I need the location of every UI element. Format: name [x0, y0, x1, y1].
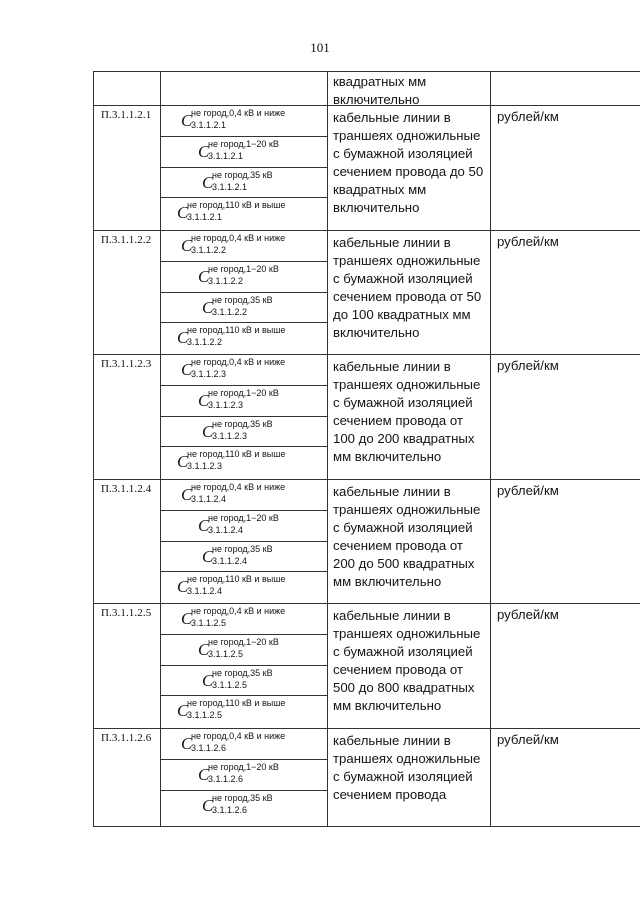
formula-symbol: C — [198, 391, 210, 410]
row-description-line: сечением провода от — [333, 662, 463, 677]
row-separator — [94, 728, 640, 729]
row-description-line: кабельные линии в — [333, 733, 451, 748]
row-description — [333, 109, 489, 217]
formula-superscript: не город,110 кВ и выше — [187, 574, 286, 584]
formula-superscript: не город,110 кВ и выше — [187, 200, 286, 210]
formula-superscript: не город,35 кВ — [212, 419, 273, 429]
formula-superscript: не город,1−20 кВ — [208, 388, 279, 398]
row-description-line: 200 до 500 квадратных — [333, 556, 475, 571]
row-separator — [94, 230, 640, 231]
row-description-line: 100 до 200 квадратных — [333, 431, 475, 446]
formula-superscript: не город,1−20 кВ — [208, 513, 279, 523]
row-description-line: квадратных мм — [333, 182, 427, 197]
tariff-table — [93, 71, 640, 827]
row-description-line: с бумажной изоляцией — [333, 271, 473, 286]
column-divider-description — [490, 72, 491, 826]
row-code: П.3.1.1.2.4 — [101, 483, 152, 495]
row-description-line: сечением провода от — [333, 413, 463, 428]
formula-subscript: 3.1.1.2.3 — [212, 431, 248, 441]
formula-superscript: не город,0,4 кВ и ниже — [191, 482, 286, 492]
formula-subscript: 3.1.1.2.1 — [208, 151, 244, 161]
formula-symbol: C — [181, 360, 193, 379]
formula-symbol: C — [181, 111, 193, 130]
formula-superscript: не город,110 кВ и выше — [187, 449, 286, 459]
formula-superscript: не город,1−20 кВ — [208, 637, 279, 647]
formula-superscript: не город,1−20 кВ — [208, 139, 279, 149]
formula-superscript: не город,35 кВ — [212, 295, 273, 305]
formula-subscript: 3.1.1.2.2 — [212, 307, 248, 317]
formula-superscript: не город,0,4 кВ и ниже — [191, 606, 286, 616]
row-description-line: траншеях одножильные — [333, 377, 481, 392]
formula-subscript: 3.1.1.2.2 — [187, 337, 223, 347]
row-description-line: с бумажной изоляцией — [333, 769, 473, 784]
row-description-line: включительно — [333, 200, 420, 215]
formula-superscript: не город,35 кВ — [212, 668, 273, 678]
formula-symbol: C — [198, 516, 210, 535]
row-unit: рублей/км — [497, 358, 559, 373]
formula-superscript: не город,35 кВ — [212, 170, 273, 180]
formula-cell-separator — [160, 322, 327, 323]
row-description-line: мм включительно — [333, 698, 442, 713]
column-divider-formula — [327, 72, 328, 826]
row-code: П.3.1.1.2.2 — [101, 234, 152, 246]
formula-cell-separator — [160, 759, 327, 760]
row-description-line: до 100 квадратных мм — [333, 307, 471, 322]
row-description-line: с бумажной изоляцией — [333, 520, 473, 535]
formula-superscript: не город,35 кВ — [212, 793, 273, 803]
formula-cell-separator — [160, 790, 327, 791]
formula-symbol: C — [181, 236, 193, 255]
formula-subscript: 3.1.1.2.2 — [191, 245, 227, 255]
formula-symbol: C — [202, 173, 214, 192]
row-code: П.3.1.1.2.5 — [101, 607, 152, 619]
formula-subscript: 3.1.1.2.1 — [187, 212, 223, 222]
top-row-description-line: квадратных мм — [333, 74, 427, 89]
row-description-line: кабельные линии в — [333, 608, 451, 623]
column-divider-code — [160, 72, 161, 826]
formula-symbol: C — [202, 422, 214, 441]
formula-cell-separator — [160, 167, 327, 168]
formula-subscript: 3.1.1.2.4 — [208, 525, 244, 535]
formula-symbol: C — [177, 701, 189, 720]
formula-symbol: C — [198, 765, 210, 784]
formula-subscript: 3.1.1.2.4 — [191, 494, 227, 504]
formula-symbol: C — [177, 203, 189, 222]
row-description — [333, 732, 489, 804]
formula-cell-separator — [160, 695, 327, 696]
top-row-description — [333, 73, 489, 109]
formula-subscript: 3.1.1.2.5 — [212, 680, 248, 690]
formula-symbol: C — [181, 609, 193, 628]
formula-symbol: C — [202, 671, 214, 690]
formula-subscript: 3.1.1.2.5 — [191, 618, 227, 628]
formula-cell-separator — [160, 634, 327, 635]
row-description-line: траншеях одножильные — [333, 751, 481, 766]
formula-symbol: C — [198, 267, 210, 286]
formula-subscript: 3.1.1.2.1 — [191, 120, 227, 130]
formula-cell-separator — [160, 571, 327, 572]
formula-symbol: C — [177, 328, 189, 347]
formula-symbol: C — [177, 577, 189, 596]
formula-subscript: 3.1.1.2.6 — [208, 774, 244, 784]
formula-cell-separator — [160, 261, 327, 262]
row-unit: рублей/км — [497, 234, 559, 249]
formula-cell-separator — [160, 197, 327, 198]
row-description-line: кабельные линии в — [333, 235, 451, 250]
formula-subscript: 3.1.1.2.5 — [208, 649, 244, 659]
formula-cell-separator — [160, 446, 327, 447]
row-code: П.3.1.1.2.3 — [101, 358, 152, 370]
row-separator — [94, 603, 640, 604]
row-unit: рублей/км — [497, 732, 559, 747]
row-code: П.3.1.1.2.1 — [101, 109, 152, 121]
row-description-line: сечением провода от — [333, 538, 463, 553]
row-description — [333, 483, 489, 591]
row-code: П.3.1.1.2.6 — [101, 732, 152, 744]
formula-subscript: 3.1.1.2.2 — [208, 276, 244, 286]
row-description-line: кабельные линии в — [333, 359, 451, 374]
row-unit: рублей/км — [497, 607, 559, 622]
row-separator — [94, 354, 640, 355]
formula-subscript: 3.1.1.2.4 — [187, 586, 223, 596]
page-number: 101 — [310, 40, 330, 55]
formula-symbol: C — [177, 452, 189, 471]
formula-subscript: 3.1.1.2.4 — [212, 556, 248, 566]
formula-subscript: 3.1.1.2.3 — [187, 461, 223, 471]
formula-symbol: C — [198, 640, 210, 659]
row-description-line: с бумажной изоляцией — [333, 395, 473, 410]
row-description-line: сечением провода — [333, 787, 447, 802]
formula-symbol: C — [198, 142, 210, 161]
formula-superscript: не город,110 кВ и выше — [187, 325, 286, 335]
formula-cell-separator — [160, 136, 327, 137]
formula-superscript: не город,35 кВ — [212, 544, 273, 554]
row-description — [333, 607, 489, 715]
formula-superscript: не город,1−20 кВ — [208, 264, 279, 274]
row-description-line: траншеях одножильные — [333, 128, 481, 143]
formula-symbol: C — [202, 547, 214, 566]
formula-subscript: 3.1.1.2.5 — [187, 710, 223, 720]
row-description-line: сечением провода от 50 — [333, 289, 482, 304]
formula-symbol: C — [181, 734, 193, 753]
formula-subscript: 3.1.1.2.6 — [212, 805, 248, 815]
row-description-line: с бумажной изоляцией — [333, 146, 473, 161]
formula-subscript: 3.1.1.2.1 — [212, 182, 248, 192]
row-description-line: кабельные линии в — [333, 484, 451, 499]
formula-cell-separator — [160, 292, 327, 293]
formula-superscript: не город,110 кВ и выше — [187, 698, 286, 708]
row-description-line: мм включительно — [333, 449, 442, 464]
row-description-line: 500 до 800 квадратных — [333, 680, 475, 695]
formula-superscript: не город,1−20 кВ — [208, 762, 279, 772]
formula-symbol: C — [181, 485, 193, 504]
row-separator — [94, 479, 640, 480]
row-description-line: траншеях одножильные — [333, 253, 481, 268]
formula-symbol: C — [202, 298, 214, 317]
formula-cell-separator — [160, 416, 327, 417]
row-description-line: включительно — [333, 325, 420, 340]
formula-superscript: не город,0,4 кВ и ниже — [191, 108, 286, 118]
formula-cell-separator — [160, 541, 327, 542]
row-description-line: траншеях одножильные — [333, 502, 481, 517]
row-description-line: мм включительно — [333, 574, 442, 589]
formula-cell-separator — [160, 385, 327, 386]
formula-symbol: C — [202, 796, 214, 815]
row-unit: рублей/км — [497, 483, 559, 498]
formula-superscript: не город,0,4 кВ и ниже — [191, 357, 286, 367]
formula-cell-separator — [160, 510, 327, 511]
row-separator — [94, 105, 640, 106]
formula-subscript: 3.1.1.2.3 — [208, 400, 244, 410]
formula-superscript: не город,0,4 кВ и ниже — [191, 233, 286, 243]
formula-subscript: 3.1.1.2.6 — [191, 743, 227, 753]
row-description — [333, 358, 489, 466]
row-description-line: траншеях одножильные — [333, 626, 481, 641]
top-row-description-line: включительно — [333, 92, 420, 107]
formula-cell-separator — [160, 665, 327, 666]
row-description — [333, 234, 489, 342]
row-description-line: кабельные линии в — [333, 110, 451, 125]
row-unit: рублей/км — [497, 109, 559, 124]
formula-superscript: не город,0,4 кВ и ниже — [191, 731, 286, 741]
row-description-line: сечением провода до 50 — [333, 164, 484, 179]
formula-subscript: 3.1.1.2.3 — [191, 369, 227, 379]
row-description-line: с бумажной изоляцией — [333, 644, 473, 659]
